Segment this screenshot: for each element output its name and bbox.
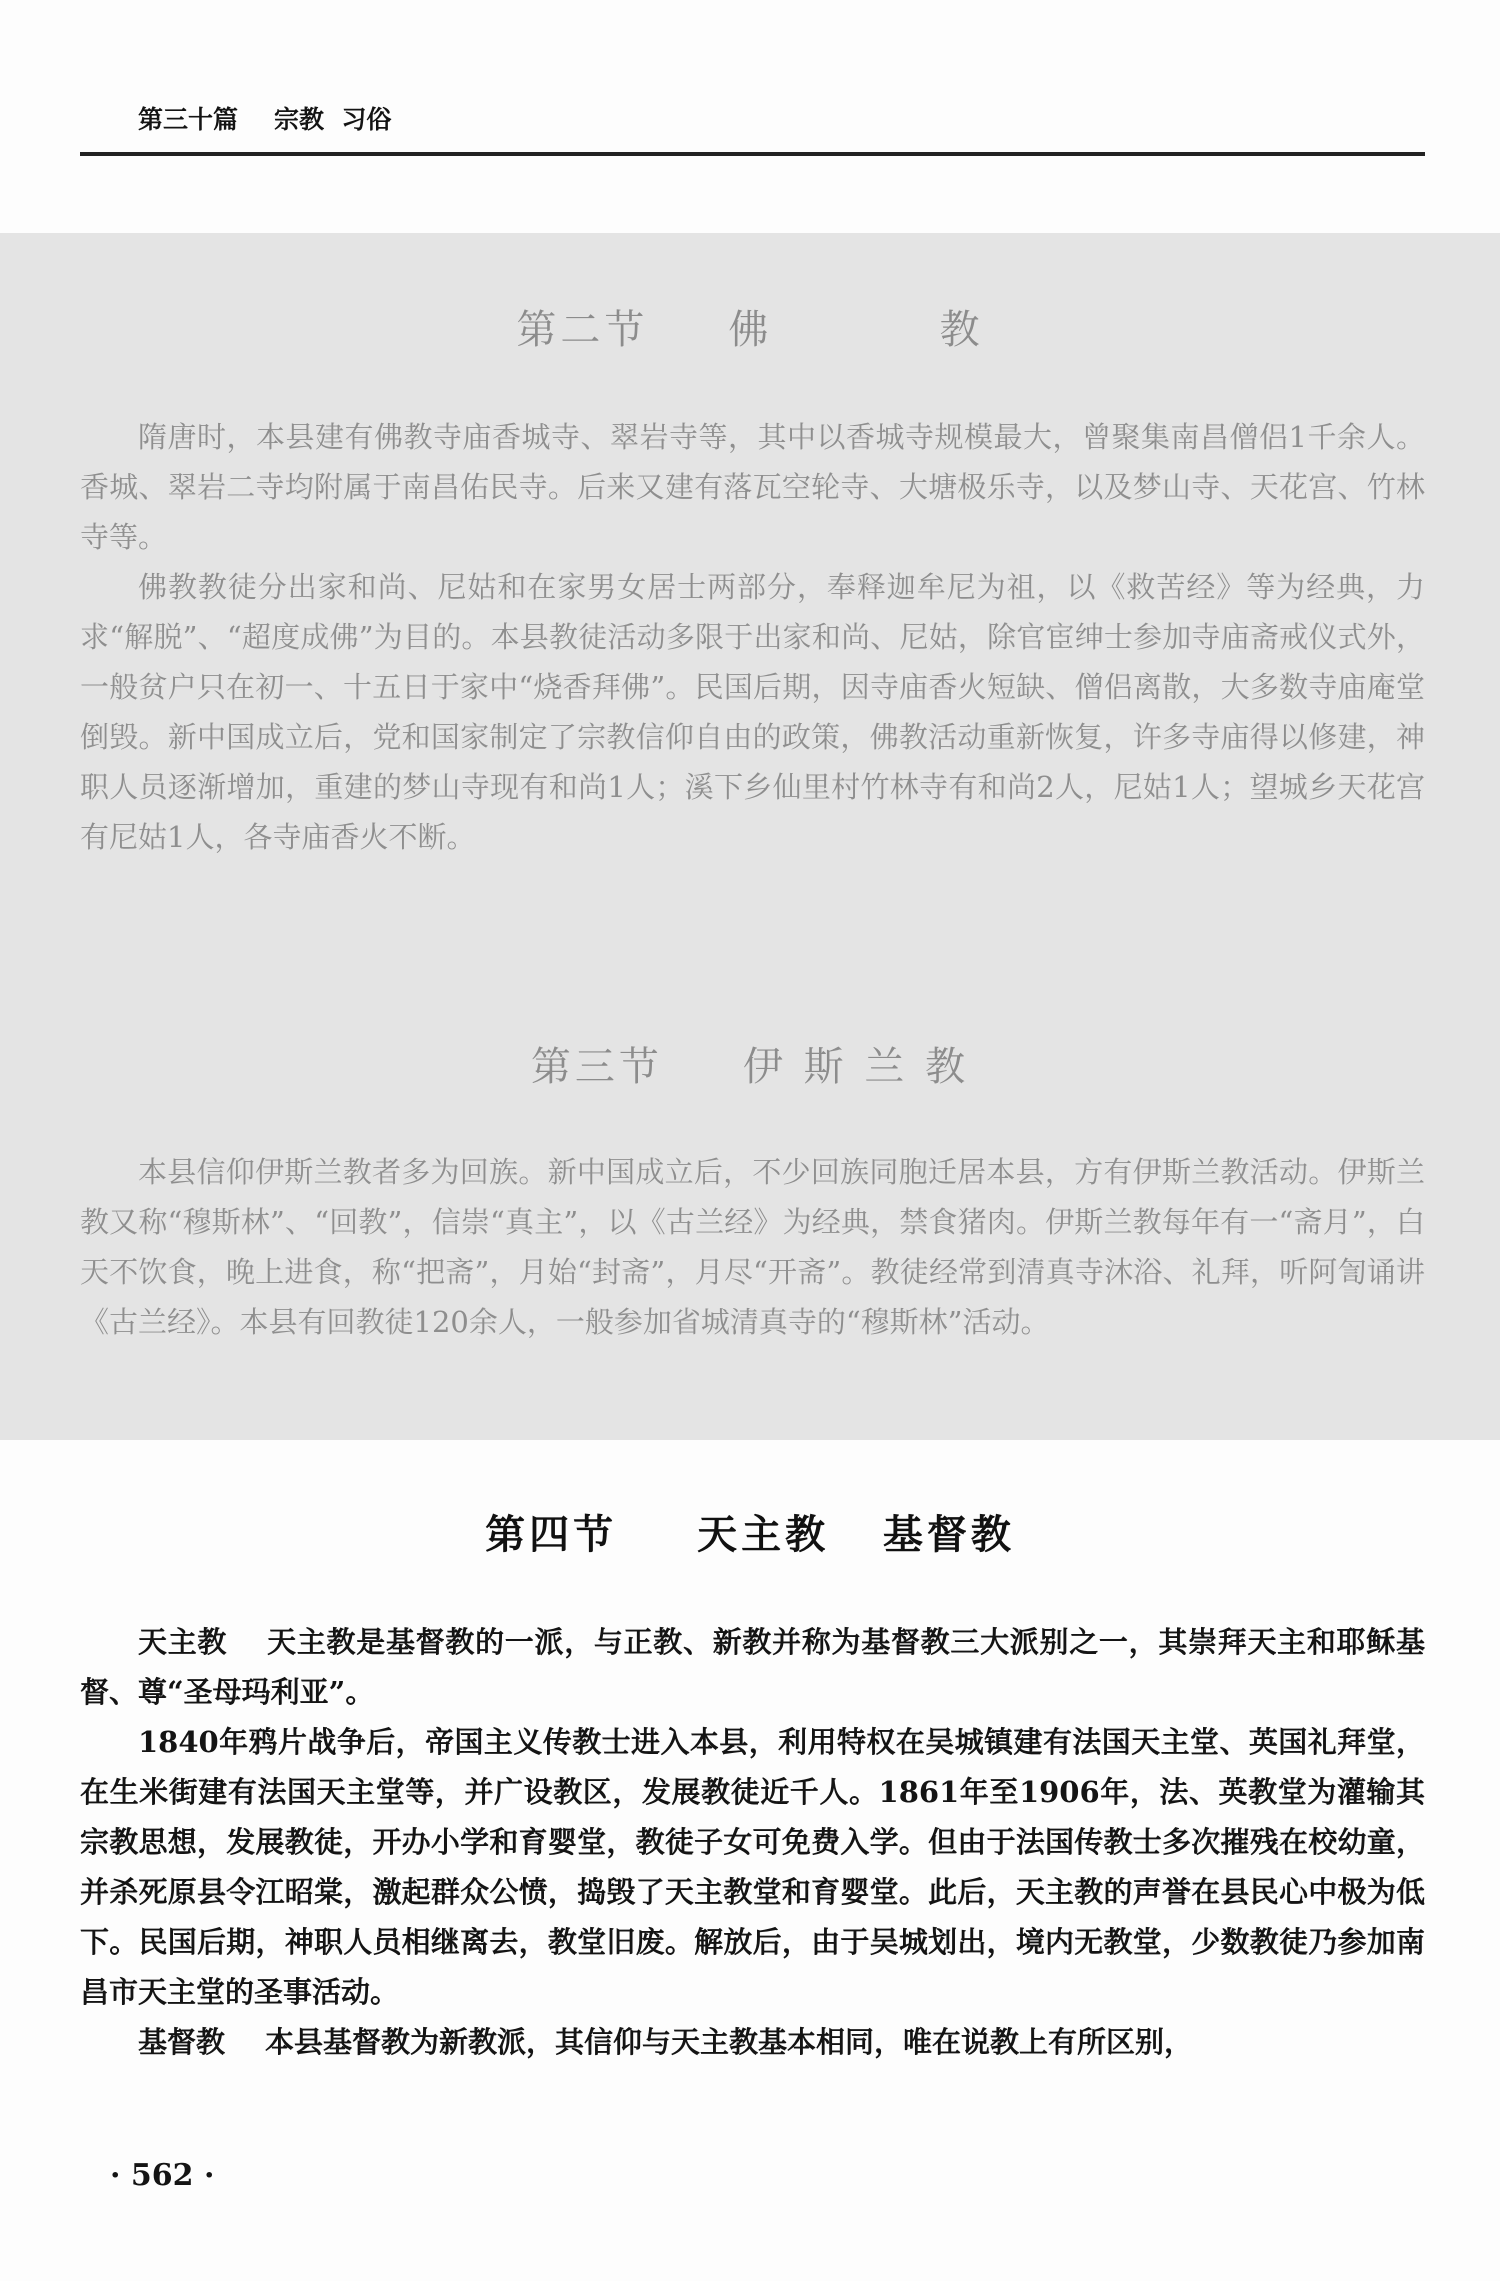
page-number: · 562 · — [110, 2158, 215, 2193]
section2-name: 佛 教 — [728, 307, 984, 353]
section2-paragraph-1: 隋唐时，本县建有佛教寺庙香城寺、翠岩寺等，其中以香城寺规模最大，曾聚集南昌僧侣1千余人。香城、翠岩二寺均附属于南昌佑民寺。后来又建有落瓦空轮寺、大塘极乐寺，以及梦山寺、天花宫、竹林寺等。 — [80, 420, 1425, 554]
section4-body — [80, 1617, 1425, 2067]
catholic-paragraph-2: 1840年鸦片战争后，帝国主义传教士进入本县，利用特权在吴城镇建有法国天主堂、英国礼拜堂，在生米街建有法国天主堂等，并广设教区，发展教徒近千人。1861年至1906年，法、英教堂为灌输其宗教思想，发展教徒，开办小学和育婴堂，教徒子女可免费入学。但由于法国传教士多次摧残在校幼童，并杀死原县令江昭棠，激起群众公愤，捣毁了天主教堂和育婴堂。此后，天主教的声誉在县民心中极为低下。民国后期，神职人员相继离去，教堂旧废。解放后，由于吴城划出，境内无教堂，少数教徒乃参加南昌市天主堂的圣事活动。 — [80, 1725, 1425, 2009]
protestant-text-1: 本县基督教为新教派，其信仰与天主教基本相同，唯在说教上有所区别， — [265, 2025, 1194, 2059]
catholic-term: 天主教 — [138, 1625, 228, 1659]
section4-number: 第四节 — [485, 1511, 618, 1558]
chapter-label: 第三十篇 — [138, 105, 239, 134]
section4-title — [0, 1503, 1500, 1560]
catholic-paragraph-1 — [80, 1617, 1425, 1717]
section4-name: 天主教 基督教 — [697, 1511, 1015, 1558]
catholic-text-1: 天主教是基督教的一派，与正教、新教并称为基督教三大派别之一，其崇拜天主和耶稣基督、尊“圣母玛利亚”。 — [80, 1625, 1425, 1709]
chapter-subject: 宗教 习俗 — [274, 105, 392, 134]
header-rule — [80, 152, 1425, 156]
protestant-paragraph-1 — [80, 2017, 1425, 2067]
running-header — [80, 100, 1425, 136]
section3-paragraph-1: 本县信仰伊斯兰教者多为回族。新中国成立后，不少回族同胞迁居本县，方有伊斯兰教活动。伊斯兰教又称“穆斯林”、“回教”，信崇“真主”，以《古兰经》为经典，禁食猪肉。伊斯兰教每年有一“斋月”，白天不饮食，晚上进食，称“把斋”，月始“封斋”，月尽“开斋”。教徒经常到清真寺沐浴、礼拜，听阿訇诵讲《古兰经》。本县有回教徒120余人，一般参加省城清真寺的“穆斯林”活动。 — [80, 1155, 1425, 1339]
section2-body — [80, 412, 1425, 862]
section3-body — [80, 1147, 1425, 1347]
section2-number: 第二节 — [516, 307, 649, 353]
section2-title — [0, 298, 1500, 355]
protestant-term: 基督教 — [138, 2025, 226, 2059]
section3-number: 第三节 — [530, 1044, 663, 1090]
section2-paragraph-2: 佛教教徒分出家和尚、尼姑和在家男女居士两部分，奉释迦牟尼为祖，以《救苦经》等为经典，力求“解脱”、“超度成佛”为目的。本县教徒活动多限于出家和尚、尼姑，除官宦绅士参加寺庙斋戒仪式外，一般贫户只在初一、十五日于家中“烧香拜佛”。民国后期，因寺庙香火短缺、僧侣离散，大多数寺庙庵堂倒毁。新中国成立后，党和国家制定了宗教信仰自由的政策，佛教活动重新恢复，许多寺庙得以修建，神职人员逐渐增加，重建的梦山寺现有和尚1人；溪下乡仙里村竹林寺有和尚2人，尼姑1人；望城乡天花宫有尼姑1人，各寺庙香火不断。 — [80, 570, 1425, 854]
section3-name: 伊 斯 兰 教 — [742, 1044, 970, 1090]
section3-title — [0, 1035, 1500, 1092]
